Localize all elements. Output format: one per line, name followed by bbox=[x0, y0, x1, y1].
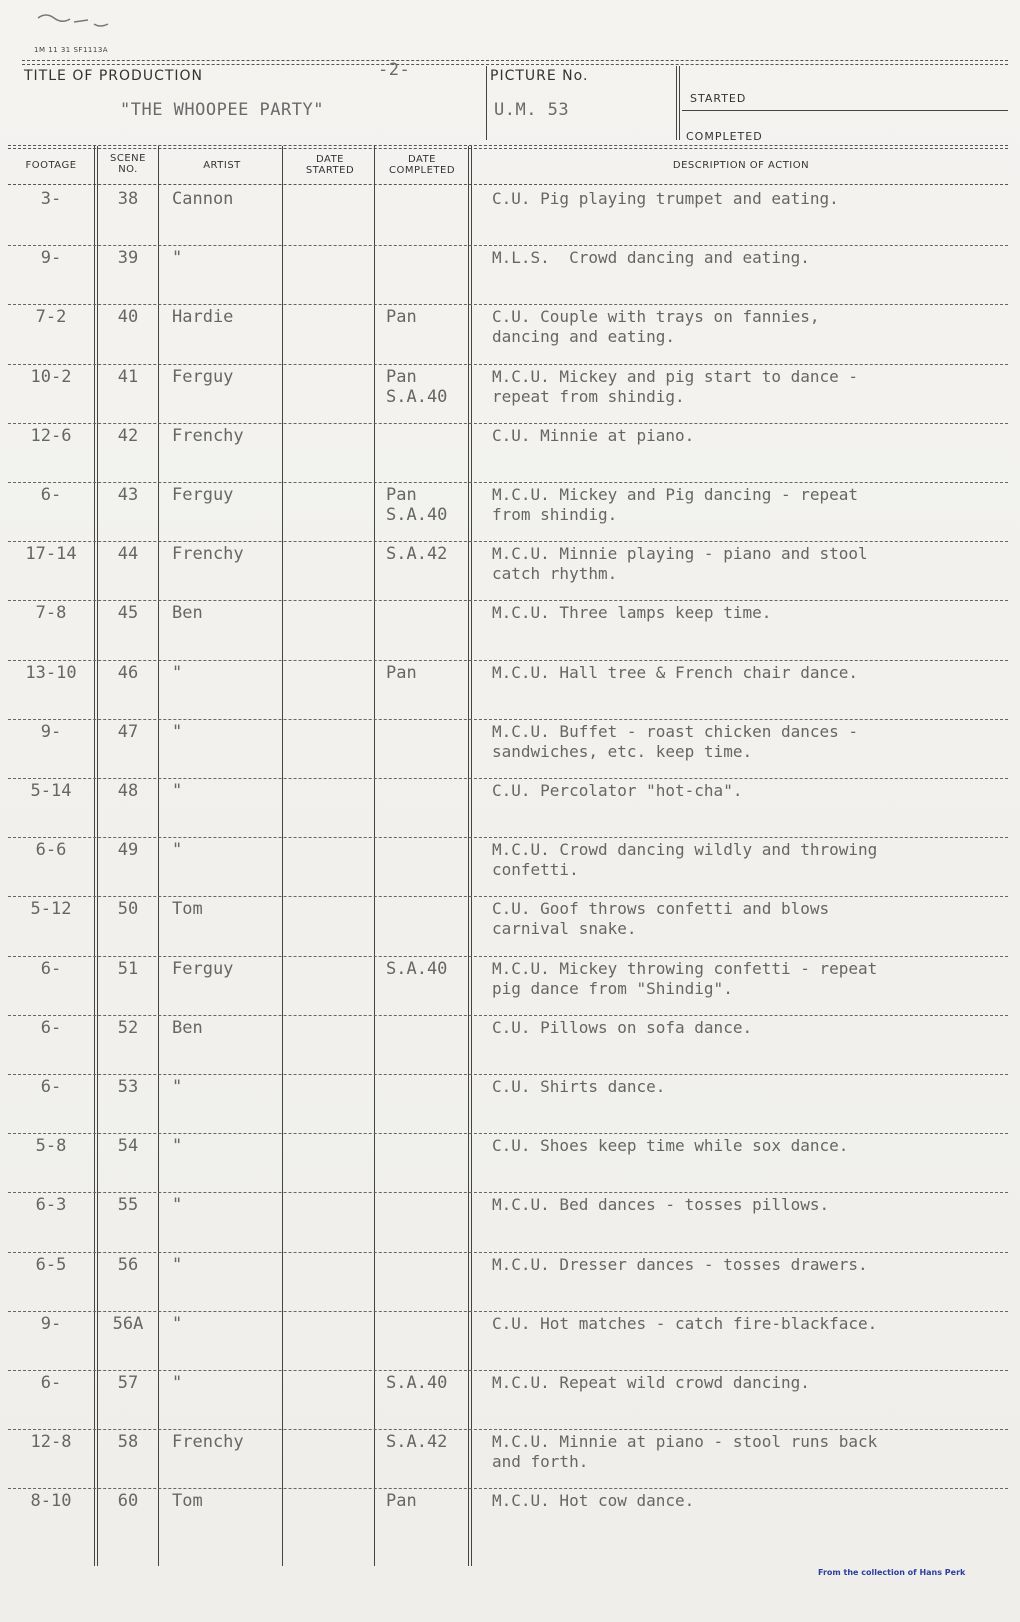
description-cell: C.U. Hot matches - catch fire-blackface. bbox=[492, 1313, 878, 1333]
header-footage: FOOTAGE bbox=[25, 160, 77, 171]
footage-cell: 5-8 bbox=[35, 1136, 67, 1157]
started-rule bbox=[682, 110, 1008, 111]
table-row bbox=[0, 541, 1020, 601]
description-cell: C.U. Shoes keep time while sox dance. bbox=[492, 1136, 849, 1156]
artist-cell: Ferguy bbox=[172, 366, 234, 387]
footage-cell: 6- bbox=[40, 1017, 62, 1038]
artist-cell: Ben bbox=[172, 603, 203, 624]
footage-cell: 13-10 bbox=[25, 662, 77, 683]
table-row bbox=[0, 245, 1020, 305]
artist-cell: " bbox=[172, 1313, 183, 1334]
description-cell: C.U. Pig playing trumpet and eating. bbox=[492, 189, 839, 208]
footage-cell: 8-10 bbox=[30, 1491, 72, 1512]
row-divider bbox=[8, 660, 1008, 661]
scene-cell: 58 bbox=[117, 1432, 139, 1453]
footage-cell: 6- bbox=[40, 958, 62, 979]
row-divider bbox=[8, 956, 1008, 957]
row-divider bbox=[8, 482, 1008, 483]
description-cell: C.U. Pillows on sofa dance. bbox=[492, 1017, 753, 1037]
scene-cell: 57 bbox=[117, 1373, 139, 1393]
table-row bbox=[0, 186, 1020, 246]
footage-cell: 10-2 bbox=[30, 366, 72, 387]
scene-cell: 45 bbox=[117, 603, 139, 624]
scene-cell: 48 bbox=[117, 781, 139, 801]
description-cell: C.U. Couple with trays on fannies, dancing and eating. bbox=[492, 307, 820, 347]
artist-cell: Frenchy bbox=[172, 544, 244, 565]
scene-cell: 46 bbox=[117, 662, 139, 683]
table-row bbox=[0, 778, 1020, 838]
scene-cell: 52 bbox=[117, 1017, 139, 1038]
completed-label: COMPLETED bbox=[686, 130, 763, 143]
footage-cell: 7-2 bbox=[35, 307, 67, 328]
row-divider bbox=[8, 1429, 1008, 1430]
artist-cell: " bbox=[172, 1136, 183, 1157]
date-completed-cell: Pan bbox=[386, 662, 417, 683]
scene-cell: 56A bbox=[112, 1313, 144, 1334]
footage-cell: 9- bbox=[40, 248, 62, 269]
artist-cell: Ferguy bbox=[172, 958, 234, 979]
footage-cell: 12-6 bbox=[30, 425, 72, 446]
header-divider bbox=[486, 66, 487, 140]
description-cell: M.C.U. Three lamps keep time. bbox=[492, 603, 772, 623]
description-cell: C.U. Goof throws confetti and blows carnival snake. bbox=[492, 899, 830, 939]
description-cell: M.C.U. Crowd dancing wildly and throwing confetti. bbox=[492, 840, 878, 880]
picture-number-label: PICTURE No. bbox=[490, 68, 589, 84]
row-divider bbox=[8, 1311, 1008, 1312]
table-row bbox=[0, 1311, 1020, 1371]
date-completed-cell: S.A.40 bbox=[386, 1373, 448, 1393]
scene-cell: 53 bbox=[117, 1077, 139, 1097]
description-cell: M.C.U. Mickey and Pig dancing - repeat from shindig. bbox=[492, 485, 859, 524]
row-divider bbox=[8, 837, 1008, 838]
scene-cell: 41 bbox=[117, 366, 139, 387]
description-cell: M.C.U. Hot cow dance. bbox=[492, 1491, 695, 1511]
artist-cell: Frenchy bbox=[172, 425, 244, 446]
description-cell: M.C.U. Mickey and pig start to dance - repeat from shindig. bbox=[492, 366, 859, 406]
footage-cell: 17-14 bbox=[25, 544, 77, 565]
artist-cell: " bbox=[172, 1195, 183, 1216]
row-divider bbox=[8, 1015, 1008, 1016]
scene-cell: 60 bbox=[117, 1491, 139, 1512]
row-divider bbox=[8, 1370, 1008, 1371]
footage-cell: 6-5 bbox=[35, 1254, 67, 1275]
row-divider bbox=[8, 1074, 1008, 1075]
footage-cell: 6- bbox=[40, 1077, 62, 1097]
date-completed-cell: Pan bbox=[386, 1491, 417, 1512]
row-divider bbox=[8, 364, 1008, 365]
artist-cell: Frenchy bbox=[172, 1432, 244, 1453]
table-row bbox=[0, 1429, 1020, 1489]
description-cell: M.C.U. Repeat wild crowd dancing. bbox=[492, 1373, 810, 1392]
page-number: -2- bbox=[378, 60, 411, 80]
top-rule-2 bbox=[22, 64, 1008, 65]
date-completed-cell: Pan bbox=[386, 307, 417, 328]
table-row bbox=[0, 304, 1020, 364]
artist-cell: Tom bbox=[172, 1491, 203, 1512]
description-cell: C.U. Shirts dance. bbox=[492, 1077, 666, 1096]
footage-cell: 9- bbox=[40, 1313, 62, 1334]
artist-cell: Cannon bbox=[172, 189, 234, 209]
table-row bbox=[0, 1252, 1020, 1312]
top-rule bbox=[22, 60, 1008, 61]
footage-cell: 6- bbox=[40, 1373, 62, 1393]
table-row bbox=[0, 1133, 1020, 1193]
artist-cell: " bbox=[172, 248, 183, 269]
description-cell: M.C.U. Dresser dances - tosses drawers. bbox=[492, 1254, 868, 1274]
description-cell: M.C.U. Minnie playing - piano and stool catch rhythm. bbox=[492, 544, 868, 584]
description-cell: C.U. Minnie at piano. bbox=[492, 425, 695, 445]
table-row bbox=[0, 1488, 1020, 1548]
artist-cell: " bbox=[172, 781, 183, 801]
scene-cell: 50 bbox=[117, 899, 139, 920]
table-row bbox=[0, 719, 1020, 779]
scene-cell: 38 bbox=[117, 189, 139, 209]
scene-cell: 56 bbox=[117, 1254, 139, 1275]
header-divider-3 bbox=[679, 66, 680, 140]
footage-cell: 6-3 bbox=[35, 1195, 67, 1216]
footage-cell: 9- bbox=[40, 721, 62, 742]
header-date-started: DATE STARTED bbox=[305, 154, 355, 176]
row-divider bbox=[8, 778, 1008, 779]
scene-cell: 49 bbox=[117, 840, 139, 861]
table-row bbox=[0, 896, 1020, 956]
description-cell: M.C.U. Buffet - roast chicken dances - sandwiches, etc. keep time. bbox=[492, 721, 859, 761]
scene-cell: 51 bbox=[117, 958, 139, 979]
scene-cell: 43 bbox=[117, 485, 139, 505]
table-row bbox=[0, 482, 1020, 542]
artist-cell: " bbox=[172, 840, 183, 861]
header-date-completed: DATE COMPLETED bbox=[388, 154, 456, 176]
started-label: STARTED bbox=[690, 92, 747, 105]
artist-cell: Tom bbox=[172, 899, 203, 920]
scene-cell: 55 bbox=[117, 1195, 139, 1216]
artist-cell: Hardie bbox=[172, 307, 234, 328]
date-completed-cell: S.A.42 bbox=[386, 544, 448, 565]
footage-cell: 5-14 bbox=[30, 781, 72, 801]
footage-cell: 12-8 bbox=[30, 1432, 72, 1453]
row-divider bbox=[8, 423, 1008, 424]
row-divider bbox=[8, 304, 1008, 305]
footage-cell: 6-6 bbox=[35, 840, 67, 861]
table-row bbox=[0, 423, 1020, 483]
footage-cell: 6- bbox=[40, 485, 62, 505]
table-row bbox=[0, 837, 1020, 897]
description-cell: M.C.U. Bed dances - tosses pillows. bbox=[492, 1195, 830, 1215]
artist-cell: " bbox=[172, 1373, 183, 1393]
row-divider bbox=[8, 1488, 1008, 1489]
row-divider bbox=[8, 245, 1008, 246]
row-divider bbox=[8, 1252, 1008, 1253]
table-row bbox=[0, 600, 1020, 660]
form-code: 1M 11 31 SF1113A bbox=[34, 46, 109, 54]
date-completed-cell: S.A.40 bbox=[386, 958, 448, 979]
scene-cell: 39 bbox=[117, 248, 139, 269]
row-divider bbox=[8, 896, 1008, 897]
header-description: DESCRIPTION OF ACTION bbox=[672, 160, 810, 171]
scene-cell: 40 bbox=[117, 307, 139, 328]
table-row bbox=[0, 1015, 1020, 1075]
header-scene-no: SCENE NO. bbox=[110, 153, 146, 175]
date-completed-cell: Pan S.A.40 bbox=[386, 366, 448, 407]
description-cell: M.C.U. Mickey throwing confetti - repeat pig dance from "Shindig". bbox=[492, 958, 878, 998]
table-row bbox=[0, 660, 1020, 720]
artist-cell: " bbox=[172, 721, 183, 742]
row-divider bbox=[8, 1192, 1008, 1193]
artist-cell: " bbox=[172, 662, 183, 683]
title-of-production-label: TITLE OF PRODUCTION bbox=[24, 68, 204, 84]
table-row bbox=[0, 1074, 1020, 1134]
footage-cell: 7-8 bbox=[35, 603, 67, 624]
artist-cell: " bbox=[172, 1077, 183, 1097]
scene-cell: 47 bbox=[117, 721, 139, 742]
table-row bbox=[0, 956, 1020, 1016]
handwritten-mark bbox=[36, 10, 126, 30]
table-row bbox=[0, 1370, 1020, 1430]
row-divider bbox=[8, 1133, 1008, 1134]
description-cell: M.C.U. Minnie at piano - stool runs back and forth. bbox=[492, 1432, 878, 1472]
collection-credit: From the collection of Hans Perk bbox=[818, 1568, 966, 1577]
row-divider bbox=[8, 600, 1008, 601]
description-cell: M.L.S. Crowd dancing and eating. bbox=[492, 248, 810, 268]
scene-cell: 42 bbox=[117, 425, 139, 446]
artist-cell: Ferguy bbox=[172, 485, 234, 505]
row-divider bbox=[8, 541, 1008, 542]
header-divider-2 bbox=[676, 66, 677, 140]
scene-cell: 54 bbox=[117, 1136, 139, 1157]
date-completed-cell: S.A.42 bbox=[386, 1432, 448, 1453]
header-artist: ARTIST bbox=[203, 160, 241, 171]
row-divider bbox=[8, 719, 1008, 720]
description-cell: M.C.U. Hall tree & French chair dance. bbox=[492, 662, 859, 682]
footage-cell: 3- bbox=[40, 189, 62, 209]
table-row bbox=[0, 364, 1020, 424]
description-cell: C.U. Percolator "hot-cha". bbox=[492, 781, 743, 800]
artist-cell: Ben bbox=[172, 1017, 203, 1038]
footage-cell: 5-12 bbox=[30, 899, 72, 920]
scene-cell: 44 bbox=[117, 544, 139, 565]
picture-number: U.M. 53 bbox=[494, 100, 570, 120]
table-row bbox=[0, 1192, 1020, 1252]
production-title: "THE WHOOPEE PARTY" bbox=[120, 100, 324, 120]
artist-cell: " bbox=[172, 1254, 183, 1275]
date-completed-cell: Pan S.A.40 bbox=[386, 485, 448, 525]
